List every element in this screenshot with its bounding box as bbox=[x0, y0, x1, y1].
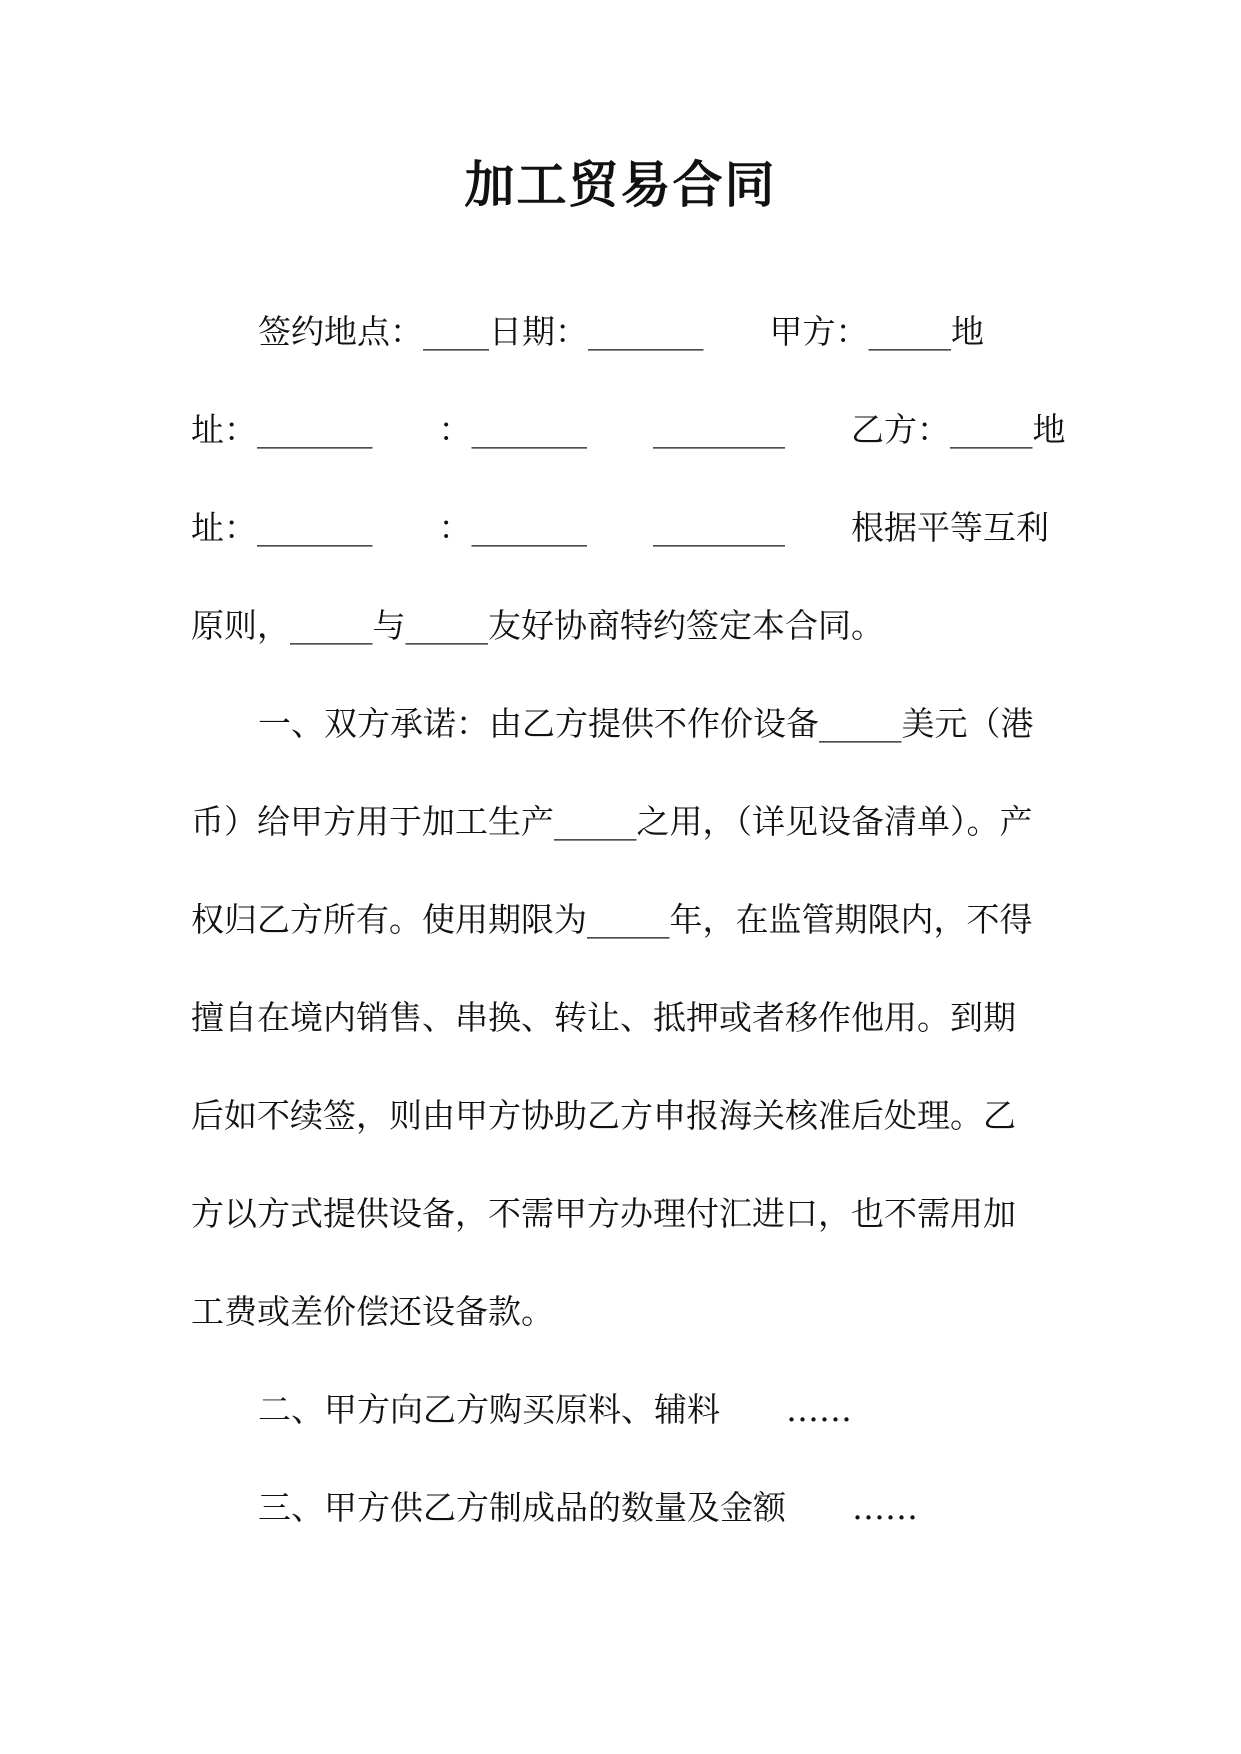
text-line-1: 签约地点：____日期：_______ 甲方：_____地 bbox=[258, 312, 984, 351]
text-line-2: 址：_______ ：_______ ________ 乙方：_____地 bbox=[191, 410, 1066, 449]
clause-3-line: 三、甲方供乙方制成品的数量及金额 …… bbox=[258, 1488, 918, 1527]
clause-1-line-7: 工费或差价偿还设备款。 bbox=[191, 1292, 554, 1331]
clause-2-line: 二、甲方向乙方购买原料、辅料 …… bbox=[258, 1390, 852, 1429]
document-title: 加工贸易合同 bbox=[464, 155, 777, 214]
text-line-4: 原则，_____与_____友好协商特约签定本合同。 bbox=[191, 606, 884, 645]
clause-1-line-4: 擅自在境内销售、串换、转让、抵押或者移作他用。到期 bbox=[191, 998, 1016, 1037]
clause-1-line-5: 后如不续签，则由甲方协助乙方申报海关核准后处理。乙 bbox=[191, 1096, 1016, 1135]
clause-1-line-2: 币）给甲方用于加工生产_____之用，（详见设备清单）。产 bbox=[191, 802, 1033, 841]
text-line-3: 址：_______ ：_______ ________ 根据平等互利 bbox=[191, 508, 1049, 547]
clause-1-line-6: 方以方式提供设备，不需甲方办理付汇进口，也不需用加 bbox=[191, 1194, 1016, 1233]
clause-1-line-3: 权归乙方所有。使用期限为_____年，在监管期限内，不得 bbox=[191, 900, 1033, 939]
clause-1-line-1: 一、双方承诺：由乙方提供不作价设备_____美元（港 bbox=[258, 704, 1034, 743]
